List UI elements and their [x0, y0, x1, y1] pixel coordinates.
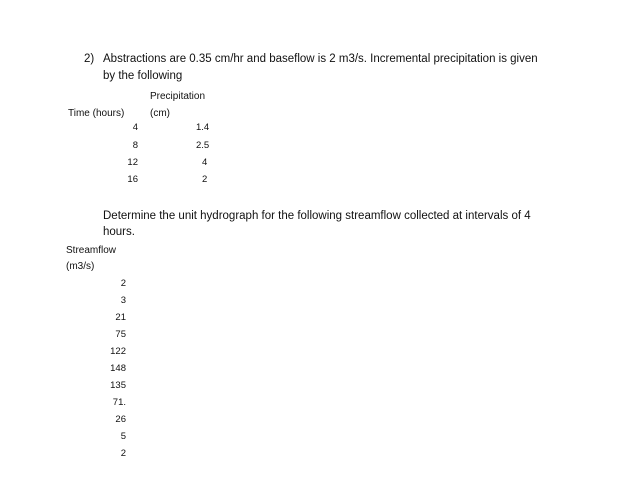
streamflow-value: 122: [110, 346, 126, 357]
precip-header-line-1: Precipitation: [150, 91, 206, 102]
precip-cell: 2: [202, 174, 208, 185]
time-cell: 4: [132, 122, 138, 133]
streamflow-value: 26: [115, 414, 126, 425]
streamflow-value: 2: [120, 448, 126, 459]
time-cell: 8: [132, 140, 138, 151]
streamflow-value: 148: [110, 363, 126, 374]
streamflow-value: 135: [110, 380, 126, 391]
question-line-1: Abstractions are 0.35 cm/hr and baseflow is 2 m3/s. Incremental precipitation is given: [103, 53, 538, 65]
streamflow-header-line-1: Streamflow: [66, 245, 117, 256]
precip-cell: 4: [202, 157, 208, 168]
instruction-line-2: hours.: [103, 226, 135, 238]
streamflow-header-line-2: (m3/s): [66, 261, 95, 272]
precip-cell: 2.5: [196, 140, 210, 151]
streamflow-value: 2: [120, 278, 126, 289]
streamflow-value: 71.: [112, 397, 126, 408]
streamflow-value: 3: [120, 295, 126, 306]
streamflow-value: 75: [115, 329, 126, 340]
time-cell: 12: [127, 157, 138, 168]
question-number: 2): [84, 53, 95, 65]
question-line-2: by the following: [103, 70, 183, 82]
instruction-line-1: Determine the unit hydrograph for the following streamflow collected at intervals of 4: [103, 210, 531, 222]
precip-cell: 1.4: [196, 122, 210, 133]
precip-header-line-2: (cm): [150, 108, 170, 119]
time-cell: 16: [127, 174, 138, 185]
time-header: Time (hours): [68, 108, 125, 119]
streamflow-value: 5: [120, 431, 126, 442]
streamflow-value: 21: [115, 312, 126, 323]
